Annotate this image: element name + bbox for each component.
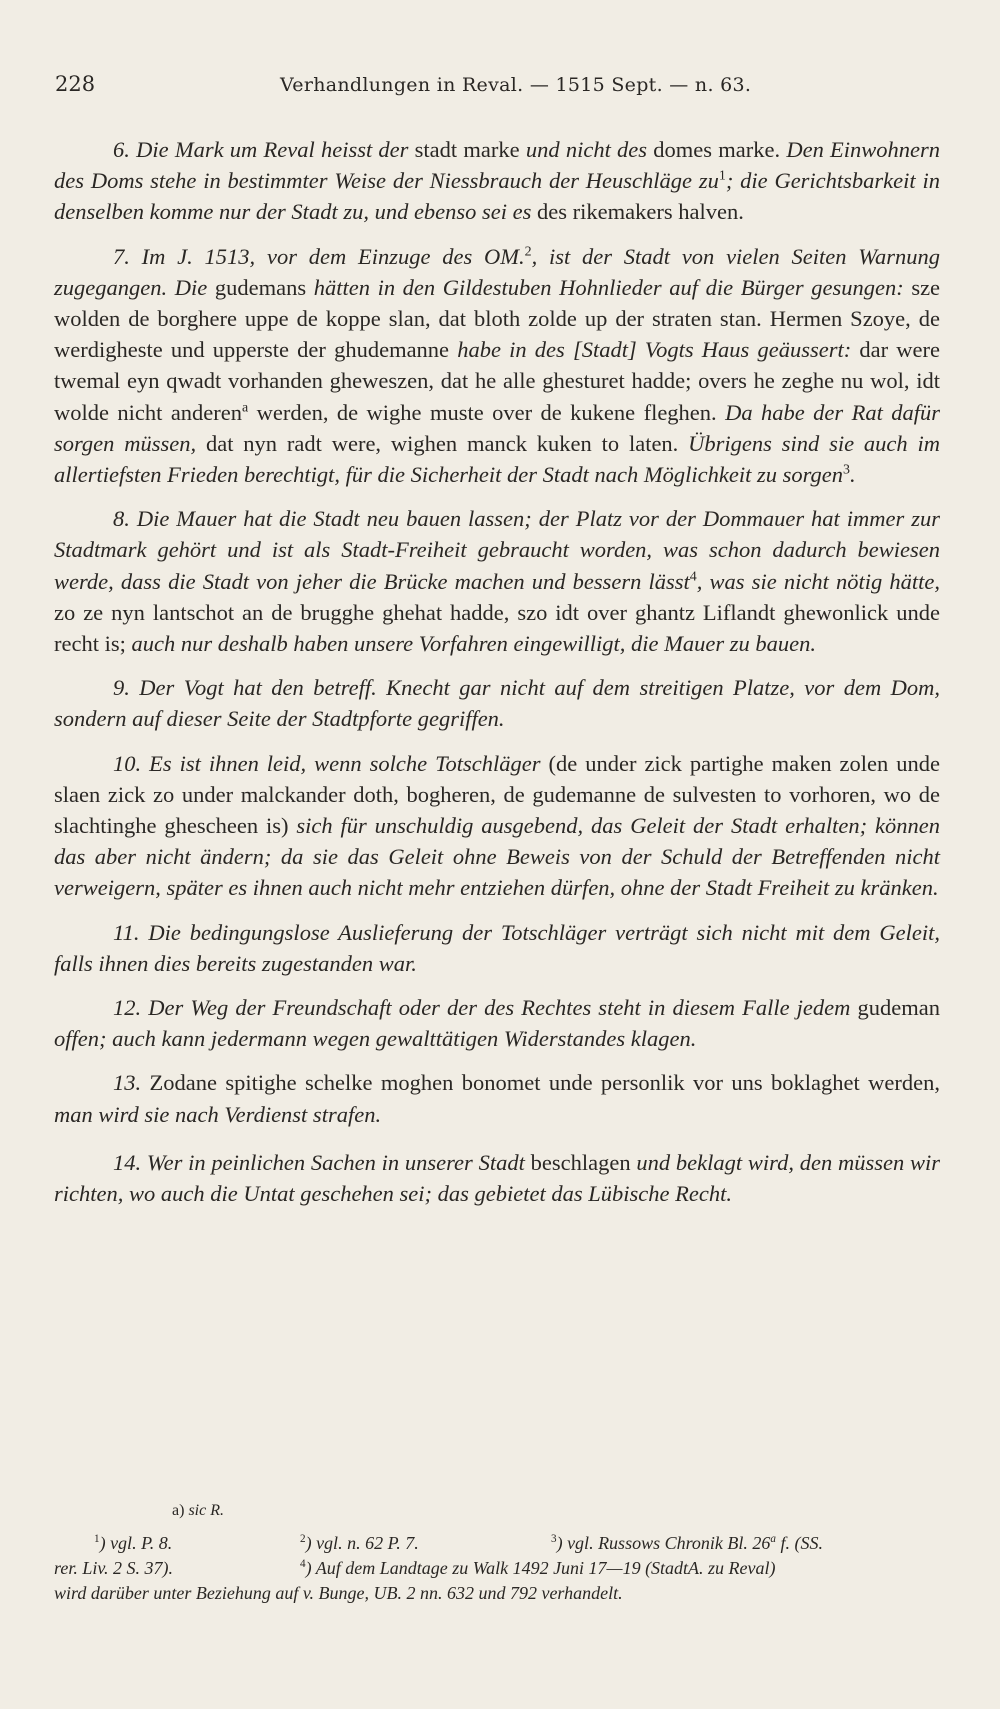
quoted-text: (de under zick partighe maken zolen unde slaen zick zo under malckander doth, bogheren, de gudemanne de sulvesten to vorhoren, wo de slachtinghe ghescheen is) [54,750,940,839]
summary-text: auch nur deshalb haben unsere Vorfahren eingewilligt, die Mauer zu bauen. [131,631,816,657]
footnote-ref: 3 [843,462,850,478]
summary-text: Der Vogt hat den betreff. Knecht gar nicht auf dem streitigen Platze, vor dem Dom, sondern auf dieser Seite der Stadtpforte gegriffen. [54,675,940,732]
paragraph-9 [54,672,940,734]
quoted-text: beschlagen [530,1149,631,1175]
summary-text: habe in des [Stadt] Vogts Haus geäussert: [457,337,852,363]
paragraph-7 [54,241,940,491]
paragraph-11 [54,917,940,979]
quoted-text: Zodane spitighe schelke moghen bonomet unde personlik vor uns boklaghet werden, [149,1070,941,1096]
footnote-line [54,1531,940,1556]
summary-text: Da habe der Rat dafür sorgen müssen, [54,399,941,456]
paragraph-8 [54,503,940,659]
paragraph-number: 8. [113,506,130,532]
footnote-number: 2 [300,1533,306,1545]
text-apparatus [172,1502,224,1520]
quoted-text: domes marke. [653,137,781,162]
quoted-text: gudemans [214,274,307,300]
summary-text: Übrigens sind sie auch im allertiefsten Frieden berechtigt, für die Sicherheit der Stadt nach Möglichkeit zu sorgen [54,430,941,488]
footnote-3 [551,1531,823,1556]
footnote-line [54,1556,940,1581]
paragraph-10 [54,748,940,904]
footnote-2 [300,1531,419,1556]
quoted-text: gudeman [857,995,941,1021]
main-text [54,134,940,1222]
summary-text: Die Mark um Reval heisst der [136,137,409,162]
summary-text: Der Weg der Freundschaft oder der des Rechtes steht in diesem Falle jedem [148,995,851,1021]
paragraph-number: 9. [113,675,130,701]
paragraph-number: 7. [113,243,130,269]
summary-text: , ist der Stadt von vielen Seiten Warnung zugegangen. [54,243,940,300]
summary-text: man wird sie nach Verdienst strafen. [54,1101,382,1127]
summary-text: , was sie nicht nötig hätte, [696,568,940,594]
paragraph-number: 6. [113,137,130,162]
summary-text: und nicht des [525,137,648,162]
summary-text: offen; auch kann jedermann wegen gewalttätigen Widerstandes klagen. [54,1026,697,1052]
quoted-text: Hermen Szoye, de werdigheste und upperste der ghudemanne [54,306,940,363]
footnote-ref: 4 [689,569,697,585]
page-number: 228 [55,72,96,96]
paragraph-number: 13. [113,1070,142,1096]
paragraph-13 [54,1067,940,1129]
paragraph-14 [54,1147,940,1209]
page-header [55,72,945,112]
footnote-text: ) vgl. Russows Chronik Bl. 26 [556,1533,771,1553]
paragraph-12 [54,992,940,1054]
quoted-text: werden, de wighe muste over de kukene fleghen. [256,399,717,425]
summary-text: Wer in peinlichen Sachen in unserer Stadt [146,1149,525,1175]
quoted-text: zo ze nyn lantschot an de brugghe ghehat hadde, szo idt over ghantz Liflandt ghewonlick unde recht is; [54,599,940,657]
running-head: Verhandlungen in Reval. — 1515 Sept. — n. 63. [280,74,752,96]
paragraph-number: 14. [113,1149,142,1175]
footnote-text: f. (SS. [776,1533,823,1553]
footnote-line [54,1581,940,1606]
paragraph-number: 12. [113,995,142,1021]
paragraph-number: 11. [113,919,140,945]
quoted-text: des rikemakers halven. [537,199,744,225]
summary-text: und beklagt wird, den müssen wir richten, wo auch die Untat geschehen sei; das gebietet das Lübische Recht. [54,1149,941,1207]
footnote-3-continued: rer. Liv. 2 S. 37). [54,1558,173,1578]
summary-text: Die bedingungslose Auslieferung der Totschläger verträgt sich nicht mit dem Geleit, falls ihnen dies bereits zugestanden war. [54,919,941,976]
footnote-number: 1 [94,1533,100,1545]
paragraph-6 [54,134,940,228]
footnote-text: ) vgl. P. 8. [99,1533,173,1553]
quoted-text: dat nyn radt were, wighen manck kuken to laten. [205,430,679,456]
footnote-ref: 1 [718,168,726,184]
summary-text: hätten in den Gildestuben Hohnlieder auf die Bürger gesungen: [313,274,904,300]
summary-text: ; die Gerichtsbarkeit in denselben komme nur der Stadt zu, und ebenso sei es [54,168,940,225]
paragraph-number: 10. [113,750,142,776]
quoted-text: sze wolden de borghere uppe de koppe slan, dat bloth zolde up der straten stan. [54,274,941,332]
quoted-text: stadt marke [414,137,520,162]
footnote-text: ) vgl. n. 62 P. 7. [305,1533,419,1553]
apparatus-ref: a [242,400,249,416]
summary-text: Die Mauer hat die Stadt neu bauen lassen; der Platz vor der Dommauer hat immer zur Stadtmark gehört und ist als Stadt-Freiheit gebraucht worden, was schon dadurch bewiesen werde, dass die Stadt von jeher die Brücke machen und bessern lässt [54,506,940,594]
footnote-text: ) Auf dem Landtage zu Walk 1492 Juni 17—19 (StadtA. zu Reval) [305,1558,776,1578]
quoted-text: dar were twemal eyn qwadt vorhanden gheweszen, dat he alle ghesturet hadde; overs he zeghe nu wol, idt wolde nicht anderen [54,337,941,425]
footnotes [54,1531,940,1606]
summary-text: Die [174,274,208,300]
apparatus-note: sic R. [188,1502,224,1519]
apparatus-label: a) [172,1502,185,1519]
summary-text: Im J. 1513, vor dem Einzuge des OM. [141,243,525,269]
summary-text: sich für unschuldig ausgebend, das Geleit der Stadt erhalten; können das aber nicht ändern; da sie das Geleit ohne Beweis von der Schuld der Betreffenden nicht verweigern, später es ihnen auch nicht mehr entziehen dürfen, ohne der Stadt Freiheit zu kränken. [54,813,941,901]
summary-text: Den Einwohnern des Doms stehe in bestimmter Weise der Niessbrauch der Heuschläge zu [54,137,941,194]
footnote-number: 4 [300,1558,306,1570]
summary-text: Es ist ihnen leid, wenn solche Totschläger [149,750,541,776]
footnote-4-continued: wird darüber unter Beziehung auf v. Bunge, UB. 2 nn. 632 und 792 verhandelt. [54,1583,623,1603]
summary-text: . [849,462,856,488]
footnote-ref: 2 [524,244,532,260]
footnote-superscript: a [770,1533,776,1545]
footnote-number: 3 [551,1533,557,1545]
footnote-1 [94,1531,172,1556]
footnote-4 [300,1556,776,1581]
